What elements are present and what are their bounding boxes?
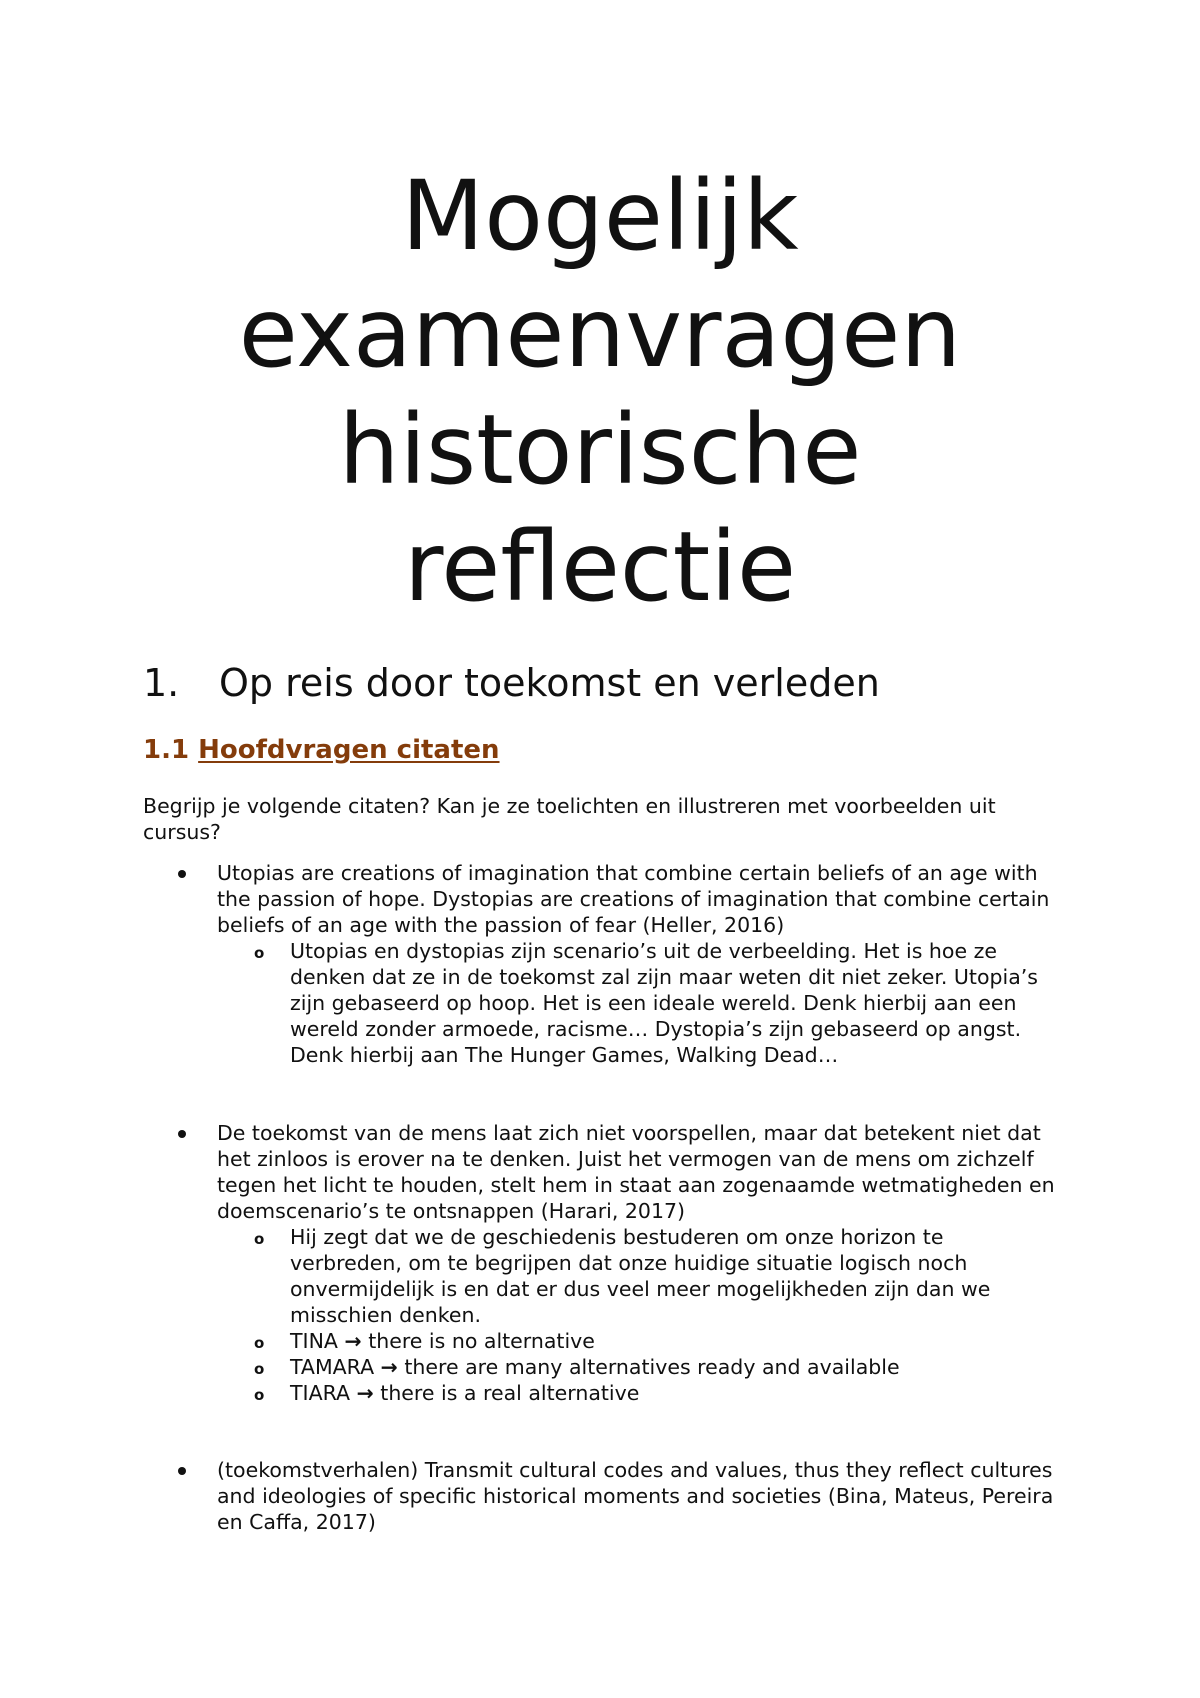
- note-text: Utopias en dystopias zijn scenario’s uit de verbeelding. Het is hoe ze denken dat ze in de toekomst zal zijn maar weten dit niet zeker. Utopia’s zijn gebaseerd op hoop. Het is een ideale wereld. Denk hierbij aan een wereld zonder armoede, racisme… Dystopia’s zijn gebaseerd op angst. Denk hierbij aan The Hunger Games, Walking Dead…: [290, 939, 1038, 1067]
- section-heading: [143, 734, 500, 766]
- note-item: [0, 1224, 1060, 1328]
- title-line-2: examenvragen: [238, 277, 962, 389]
- quote-item-1: [0, 860, 1057, 938]
- circle-bullet-icon: o: [254, 1230, 265, 1248]
- title-line-1: Mogelijk: [401, 160, 799, 272]
- quote-item-2: [0, 1120, 1057, 1224]
- acronym-meaning: there are many alternatives ready and available: [404, 1355, 900, 1379]
- document-title: [100, 158, 1100, 626]
- section-number: 1.1: [143, 735, 190, 765]
- acronym-item-tamara: [0, 1354, 1060, 1380]
- arrow-right-icon: →: [344, 1329, 362, 1353]
- bullet-icon: [178, 1467, 186, 1475]
- circle-bullet-icon: o: [254, 944, 265, 962]
- circle-bullet-icon: o: [254, 1360, 265, 1378]
- section-title: Hoofdvragen citaten: [198, 735, 500, 765]
- note-text: Hij zegt dat we de geschiedenis bestuderen om onze horizon te verbreden, om te begrijpen dat onze huidige situatie logisch noch onvermijdelijk is en dat er dus veel meer mogelijkheden zijn dan we misschien denken.: [290, 1225, 991, 1327]
- intro-paragraph: Begrijp je volgende citaten? Kan je ze toelichten en illustreren met voorbeelden uit cursus?: [143, 794, 996, 844]
- title-line-3: historische: [338, 394, 862, 506]
- acronym-item-tiara: [0, 1380, 1060, 1406]
- acronym-meaning: there is no alternative: [368, 1329, 595, 1353]
- acronym-item-tina: [0, 1328, 1060, 1354]
- quote-text: De toekomst van de mens laat zich niet voorspellen, maar dat betekent niet dat het zinloos is erover na te denken. Juist het vermogen van de mens om zichzelf tegen het licht te houden, stelt hem in staat aan zogenaamde wetmatigheden en doemscenario’s te ontsnappen (Harari, 2017): [217, 1121, 1055, 1223]
- acronym-term: TINA: [290, 1329, 338, 1353]
- quote-item-3: [0, 1457, 1057, 1535]
- note-item: [0, 938, 1060, 1068]
- title-line-4: reflectie: [403, 511, 797, 623]
- arrow-right-icon: →: [380, 1355, 398, 1379]
- acronym-term: TAMARA: [290, 1355, 375, 1379]
- quote-list-3: [0, 1457, 1057, 1535]
- arrow-right-icon: →: [356, 1381, 374, 1405]
- acronym-meaning: there is a real alternative: [380, 1381, 640, 1405]
- chapter-heading: [143, 660, 880, 706]
- quote-text: (toekomstverhalen) Transmit cultural codes and values, thus they reflect cultures and ideologies of specific historical moments and societies (Bina, Mateus, Pereira en Caffa, 2017): [217, 1458, 1054, 1534]
- quote-list-1: [0, 860, 1060, 1068]
- bullet-icon: [178, 870, 186, 878]
- chapter-title: Op reis door toekomst en verleden: [219, 661, 880, 705]
- circle-bullet-icon: o: [254, 1334, 265, 1352]
- quote-list-2: [0, 1120, 1060, 1406]
- acronym-term: TIARA: [290, 1381, 351, 1405]
- bullet-icon: [178, 1130, 186, 1138]
- quote-text: Utopias are creations of imagination that combine certain beliefs of an age with the passion of hope. Dystopias are creations of imagination that combine certain beliefs of an age with the passion of fear (Heller, 2016): [217, 861, 1050, 937]
- circle-bullet-icon: o: [254, 1386, 265, 1404]
- chapter-number: 1.: [143, 661, 180, 705]
